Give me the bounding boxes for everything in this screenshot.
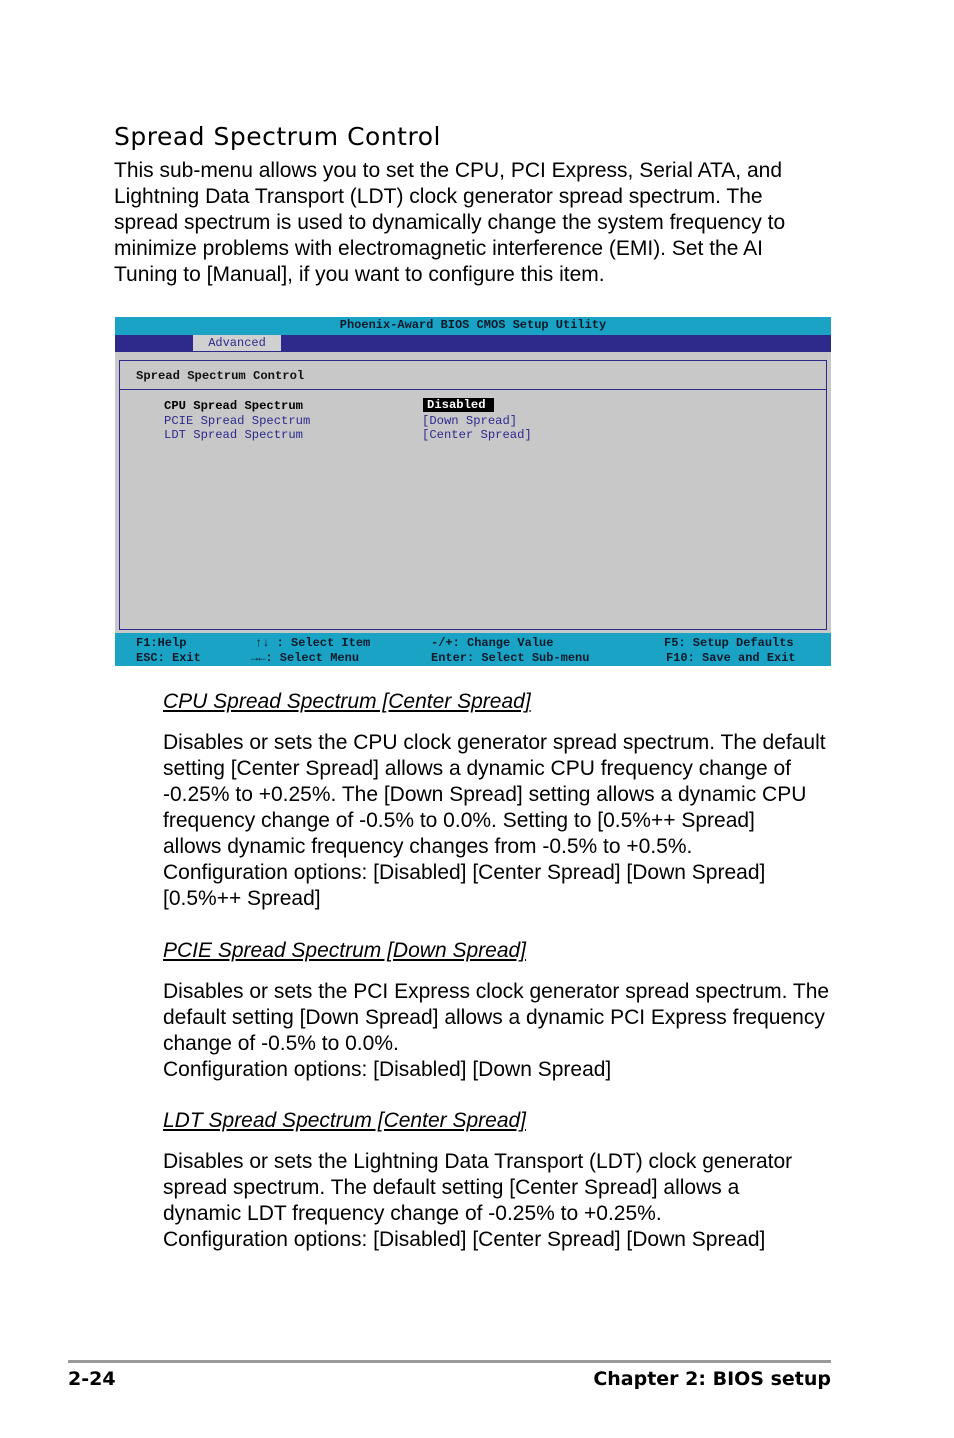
bios-value-ldt-spread-spectrum[interactable]: [Center Spread]: [422, 428, 532, 442]
subsection-heading-pcie: PCIE Spread Spectrum [Down Spread]: [163, 939, 527, 962]
key-select-menu: →←: Select Menu: [251, 651, 360, 665]
body-line: Disables or sets the PCI Express clock generator spread spectrum. The: [163, 980, 830, 1003]
body-line: dynamic LDT frequency change of -0.25% to +0.25%.: [163, 1202, 662, 1225]
body-line: allows dynamic frequency changes from -0.5% to +0.5%.: [163, 835, 693, 858]
body-line: Configuration options: [Disabled] [Down Spread]: [163, 1058, 612, 1081]
body-line: Configuration options: [Disabled] [Center Spread] [Down Spread]: [163, 1228, 766, 1251]
key-save-exit: F10: Save and Exit: [666, 651, 796, 665]
bios-title: Phoenix-Award BIOS CMOS Setup Utility: [115, 317, 831, 335]
tab-advanced[interactable]: Advanced: [193, 335, 281, 351]
bios-value-cpu-spread-spectrum[interactable]: Disabled: [423, 398, 494, 412]
intro-line: This sub-menu allows you to set the CPU, PCI Express, Serial ATA, and: [114, 159, 783, 182]
section-title: Spread Spectrum Control: [114, 122, 441, 151]
body-line: default setting [Down Spread] allows a dynamic PCI Express frequency: [163, 1006, 825, 1029]
page-number: 2-24: [68, 1368, 116, 1390]
body-line: -0.25% to +0.25%. The [Down Spread] setting allows a dynamic CPU: [163, 783, 807, 806]
body-line: change of -0.5% to 0.0%.: [163, 1032, 399, 1055]
body-line: setting [Center Spread] allows a dynamic CPU frequency change of: [163, 757, 792, 780]
body-line: spread spectrum. The default setting [Center Spread] allows a: [163, 1176, 740, 1199]
intro-paragraph: [114, 158, 834, 288]
footer-divider: [68, 1360, 831, 1363]
bios-item-pcie-spread-spectrum[interactable]: PCIE Spread Spectrum: [164, 414, 311, 428]
bios-value-pcie-spread-spectrum[interactable]: [Down Spread]: [422, 414, 518, 428]
bios-key-legend: [115, 633, 831, 666]
subsection-heading-ldt: LDT Spread Spectrum [Center Spread]: [163, 1109, 527, 1132]
bios-item-ldt-spread-spectrum[interactable]: LDT Spread Spectrum: [164, 428, 303, 442]
bios-panel-title: Spread Spectrum Control: [136, 369, 305, 383]
intro-line: minimize problems with electromagnetic interference (EMI). Set the AI: [114, 237, 763, 260]
subsection-heading-cpu: CPU Spread Spectrum [Center Spread]: [163, 690, 531, 713]
body-line: [0.5%++ Spread]: [163, 887, 321, 910]
body-line: Disables or sets the CPU clock generator spread spectrum. The default: [163, 731, 826, 754]
body-line: frequency change of -0.5% to 0.0%. Setting to [0.5%++ Spread]: [163, 809, 755, 832]
body-line: Configuration options: [Disabled] [Center Spread] [Down Spread]: [163, 861, 766, 884]
subsection-body-cpu: [163, 730, 843, 912]
intro-line: spread spectrum is used to dynamically change the system frequency to: [114, 211, 786, 234]
bios-panel-header: [120, 361, 826, 390]
key-exit: ESC: Exit: [136, 651, 201, 665]
key-help: F1:Help: [136, 636, 187, 650]
subsection-body-ldt: [163, 1149, 843, 1253]
key-change-value: -/+: Change Value: [431, 636, 554, 650]
key-select-submenu: Enter: Select Sub-menu: [431, 651, 590, 665]
key-setup-defaults: F5: Setup Defaults: [664, 636, 794, 650]
key-select-item: ↑↓ : Select Item: [255, 636, 371, 650]
subsection-body-pcie: [163, 979, 843, 1083]
body-line: Disables or sets the Lightning Data Transport (LDT) clock generator: [163, 1150, 793, 1173]
bios-screenshot: [115, 317, 831, 666]
chapter-label: Chapter 2: BIOS setup: [593, 1368, 831, 1390]
bios-panel: [119, 360, 827, 630]
intro-line: Tuning to [Manual], if you want to configure this item.: [114, 263, 605, 286]
intro-line: Lightning Data Transport (LDT) clock generator spread spectrum. The: [114, 185, 763, 208]
bios-item-cpu-spread-spectrum[interactable]: CPU Spread Spectrum: [164, 399, 303, 413]
